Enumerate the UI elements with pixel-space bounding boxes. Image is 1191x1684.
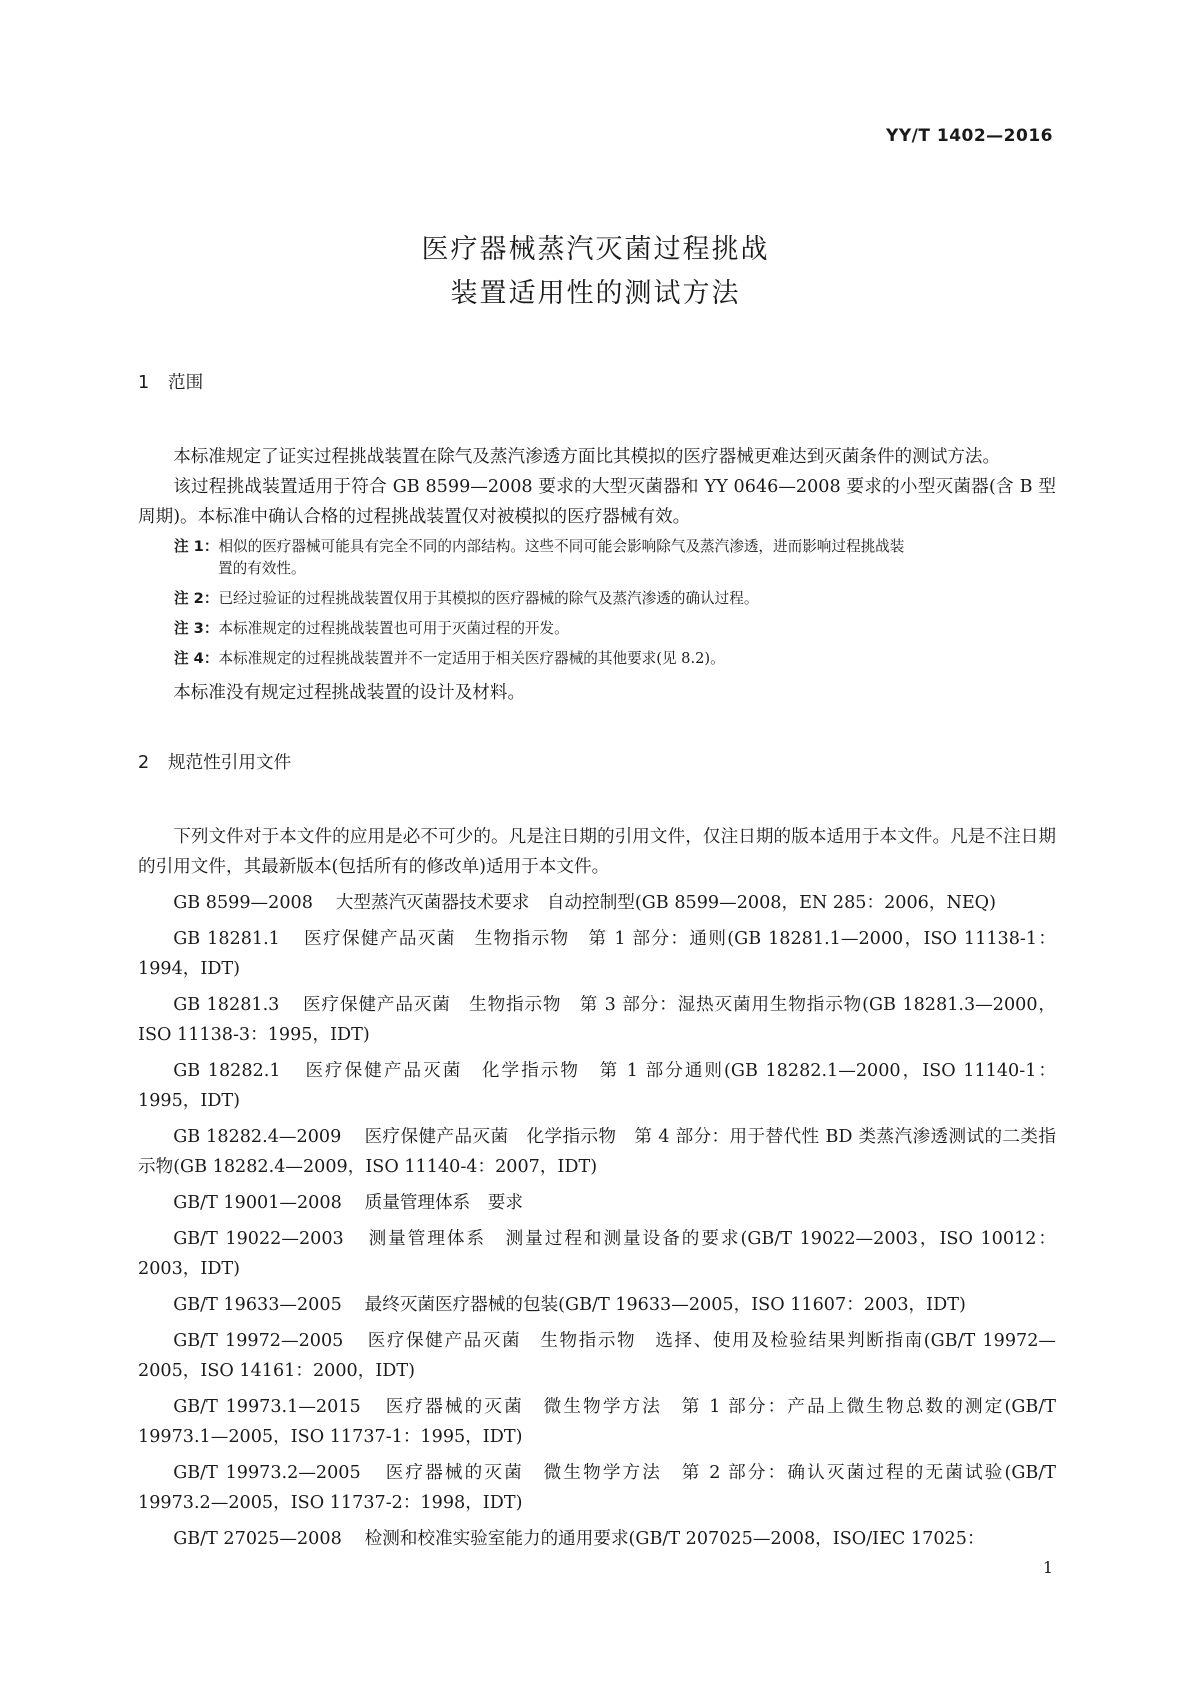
reference-title: 医疗保健产品灭菌 化学指示物 第 1 部分通则(GB 18282.1—2000，ISO 11140-1：1995，IDT)	[138, 1061, 1056, 1111]
reference-title: 医疗保健产品灭菌 化学指示物 第 4 部分：用于替代性 BD 类蒸汽渗透测试的二类指示物(GB 18282.4—2009，ISO 11140-4：2007，IDT)	[138, 1127, 1057, 1177]
reference-code: GB/T 19972—2005	[173, 1331, 344, 1351]
reference-item	[138, 1290, 1056, 1320]
note-3	[138, 618, 1056, 640]
section-2-heading	[138, 748, 1056, 778]
reference-title: 医疗保健产品灭菌 生物指示物 第 1 部分：通则(GB 18281.1—2000，ISO 11138-1：1994，IDT)	[138, 929, 1056, 979]
reference-code: GB/T 19022—2003	[173, 1229, 344, 1249]
reference-item	[138, 1224, 1056, 1284]
title-line-1: 医疗器械蒸汽灭菌过程挑战	[421, 234, 770, 265]
title-line-2: 装置适用性的测试方法	[450, 278, 741, 309]
reference-title: 最终灭菌医疗器械的包装(GB/T 19633—2005，ISO 11607：2003，IDT)	[364, 1295, 966, 1315]
reference-title: 医疗保健产品灭菌 生物指示物 选择、使用及检验结果判断指南(GB/T 19972—2005，ISO 14161：2000，IDT)	[138, 1331, 1056, 1381]
note-1	[138, 536, 1056, 580]
section-1-title: 范围	[168, 373, 204, 393]
reference-title: 测量管理体系 测量过程和测量设备的要求(GB/T 19022—2003，ISO 10012：2003，IDT)	[138, 1229, 1056, 1279]
reference-item	[138, 888, 1056, 918]
reference-item	[138, 1188, 1056, 1218]
reference-item	[138, 1392, 1056, 1452]
reference-code: GB 18282.1	[173, 1061, 281, 1081]
reference-item	[138, 924, 1056, 984]
reference-code: GB 18281.1	[173, 929, 280, 949]
reference-code: GB/T 19633—2005	[173, 1295, 342, 1315]
note-3-label: 注 3：	[174, 620, 219, 637]
section-1-heading	[138, 368, 1056, 398]
reference-code: GB 8599—2008	[173, 893, 313, 913]
reference-title: 检测和校准实验室能力的通用要求(GB/T 207025—2008，ISO/IEC 17025：	[364, 1529, 985, 1549]
reference-code: GB/T 27025—2008	[173, 1529, 342, 1549]
note-2-text: 已经过验证的过程挑战装置仅用于其模拟的医疗器械的除气及蒸汽渗透的确认过程。	[218, 590, 759, 607]
standard-code: YY/T 1402—2016	[886, 126, 1053, 146]
reference-item	[138, 1524, 1056, 1554]
section-1-paragraph-3: 本标准没有规定过程挑战装置的设计及材料。	[173, 683, 526, 703]
section-1-number: 1	[138, 373, 150, 393]
document-body	[138, 368, 1056, 1560]
section-2-number: 2	[138, 753, 150, 773]
reference-title: 医疗保健产品灭菌 生物指示物 第 3 部分：湿热灭菌用生物指示物(GB 18281.3—2000，ISO 11138-3：1995，IDT)	[138, 995, 1056, 1045]
reference-item	[138, 990, 1056, 1050]
reference-code: GB 18281.3	[173, 995, 280, 1015]
note-1-label: 注 1：	[174, 538, 219, 555]
reference-title: 大型蒸汽灭菌器技术要求 自动控制型(GB 8599—2008，EN 285：2006，NEQ)	[335, 893, 996, 913]
reference-code: GB 18282.4—2009	[173, 1127, 342, 1147]
reference-item	[138, 1326, 1056, 1386]
reference-item	[138, 1056, 1056, 1116]
section-2-paragraph-1: 下列文件对于本文件的应用是必不可少的。凡是注日期的引用文件，仅注日期的版本适用于本文件。凡是不注日期的引用文件，其最新版本(包括所有的修改单)适用于本文件。	[138, 827, 1056, 877]
section-1-paragraph-2: 该过程挑战装置适用于符合 GB 8599—2008 要求的大型灭菌器和 YY 0646—2008 要求的小型灭菌器(含 B 型周期)。本标准中确认合格的过程挑战装置仅对被模拟的医疗器械有效。	[138, 477, 1056, 527]
reference-code: GB/T 19973.2—2005	[173, 1463, 361, 1483]
document-title	[0, 228, 1191, 316]
section-1-paragraph-1: 本标准规定了证实过程挑战装置在除气及蒸汽渗透方面比其模拟的医疗器械更难达到灭菌条件的测试方法。	[173, 447, 1001, 467]
reference-item	[138, 1122, 1056, 1182]
note-4-label: 注 4：	[174, 650, 219, 667]
reference-item	[138, 1458, 1056, 1518]
reference-code: GB/T 19001—2008	[173, 1193, 342, 1213]
note-4	[138, 648, 1056, 670]
note-2-label: 注 2：	[174, 590, 219, 607]
page-number: 1	[1042, 1558, 1053, 1577]
reference-title: 医疗器械的灭菌 微生物学方法 第 1 部分：产品上微生物总数的测定(GB/T 19973.1—2005，ISO 11737-1：1995，IDT)	[138, 1397, 1056, 1447]
note-3-text: 本标准规定的过程挑战装置也可用于灭菌过程的开发。	[218, 620, 569, 637]
note-1-text: 相似的医疗器械可能具有完全不同的内部结构。这些不同可能会影响除气及蒸汽渗透，进而影响过程挑战装	[218, 538, 905, 555]
note-1-continuation: 置的有效性。	[218, 560, 306, 577]
reference-title: 医疗器械的灭菌 微生物学方法 第 2 部分：确认灭菌过程的无菌试验(GB/T 19973.2—2005，ISO 11737-2：1998，IDT)	[138, 1463, 1056, 1513]
note-2	[138, 588, 1056, 610]
note-4-text: 本标准规定的过程挑战装置并不一定适用于相关医疗器械的其他要求(见 8.2)。	[218, 650, 725, 667]
reference-code: GB/T 19973.1—2015	[173, 1397, 361, 1417]
reference-title: 质量管理体系 要求	[364, 1193, 523, 1213]
section-2-title: 规范性引用文件	[168, 753, 292, 773]
